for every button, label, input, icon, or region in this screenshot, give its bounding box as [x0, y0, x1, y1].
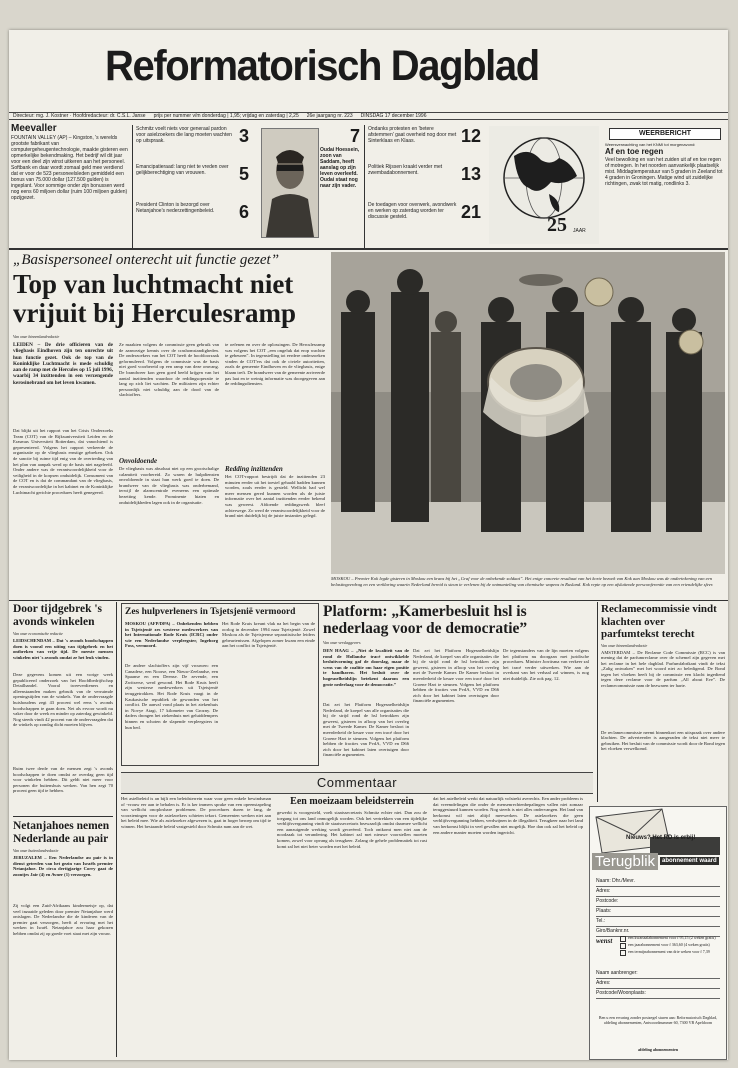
teaser[interactable]	[136, 126, 258, 164]
teaser[interactable]	[368, 126, 486, 164]
tsjetsjenie-columns	[125, 621, 315, 757]
lead-subhead: Onvoldoende	[119, 457, 158, 465]
main-photo	[331, 252, 725, 574]
teaser-page-number: 3	[239, 126, 250, 146]
weather-head: Af en toe regen	[605, 147, 664, 156]
netanjahoes-headline: Netanjahoes nemen Nederlande au pair	[13, 820, 110, 845]
wreath-ceremony-image	[331, 252, 725, 574]
divider	[597, 602, 598, 802]
lead-intro: LEIDEN – De drie officieren van de vliegbasis Eindhoven zijn ten onrechte uit hun functie gezet. Ook de top van de Koninklijke Luchtmacht is mede schuldig aan de ramp met de Hercules op 15 juli 1996, waarbij 34 inzittenden in een verzengende kerosinebrand om het leven kwamen.	[13, 342, 113, 386]
reclame-body: AMSTERDAM – De Reclame Code Commissie (RCC) is van mening dat de parfumreclame over de schemel zijn gegeven met het reclame in het hele dagblad. Parfumfabrikant vindt de tekst „Zalig ontwaken” met het woord niet zo beledigend. De Bond tegen het vloeken heeft bij de commissie een klacht ingediend tegen deze reclame voor de parfum „All about Eve”. De reclamecommissie nam de bezwaren ter harte.	[601, 649, 725, 689]
lead-subhead: Redding inzittenden	[225, 465, 283, 473]
checkbox[interactable]	[620, 943, 626, 949]
weather-intro: Weersverwachting van het KNMI tot morgenavond:	[605, 142, 696, 147]
reclame-body2: De reclamecommissie neemt binnenkort een uitspraak over andere klachten. De adverteerder is aangeraden de tekst niet meer te gebruiken. Het besluit van de commissie wordt door de Bond tegen het vloeken verwelkomd.	[601, 729, 725, 752]
header-date: DINSDAG 17 december 1996	[360, 113, 427, 119]
reclame-byline: Van onze binnenlandredactie	[601, 642, 648, 648]
subscription-ad	[589, 806, 727, 1060]
portrait-photo	[261, 128, 319, 238]
commentaar-col3: dat het asielbeleid werkt dat natuurlijk volstrekt averechts. Een ander probleem is dat vreemdelingen die onder de mensenrechtenbepalingen vallen niet zomaar teruggestuurd kunnen worden. Nog steeds is niet alles ondervangen. Het land van herkomst wil niet altijd meewerken. De asielzoekers die geen verblijfsvergunning hebben, verdwijnen in de illegaliteit. Terugkeer naar het land van herkomst blijkt in veel gevallen niet mogelijk. Hoe dan ook zal het beleid op een andere manier moeten worden ingericht.	[433, 796, 583, 835]
teaser[interactable]	[136, 202, 258, 240]
teaser-page-number: 21	[461, 202, 482, 222]
netanjahoes-article	[13, 820, 113, 1052]
tsjetsjenie-body2: Het Rode Kruis kreunt vlak na het begin van de oorlog in december 1994 naar Tsjetsjenië. Zowel Moskou als de Tsjetsjeense separatistische leiders gebeurtenissen. Afgelopen zomer kwam een einde aan het conflict in Tsjetsjenië.	[222, 621, 315, 649]
commentaar-banner	[121, 772, 593, 794]
lead-headline: Top van luchtmacht niet vrijuit bij Herculesramp	[13, 269, 296, 328]
form-field-name[interactable]: Naam: Dhr./Mevr.	[596, 877, 720, 887]
tsjetsjenie-col1	[125, 621, 218, 757]
teaser-text: Schmitz voelt niets voor generaal pardon voor asielzoekers die lang moeten wachten op uitspraak.	[136, 126, 232, 144]
form-field-referrer[interactable]: Naam aanbrenger:	[596, 969, 720, 979]
portrait-image	[262, 129, 318, 237]
commentaar-col1: Het asielbeleid is an bijlt een beleidsterrein waar voor geen enkele bewindsman of -vrouw eer aan te behalen is. Er is ker immers sprake van een opeenstapeling van wellicht onoplosbare problemen. De procedures duren te lang, de voorzieningen voor de asielzoekers schieten tekort. Gemeenten werken niet aan het beleid mee. Wie als asielzoeker afgewezen is, gaat in hoger beroep om tijd te winnen. Het bestaande beleid vastgesteld door Schmitz nam aan de wet.	[121, 796, 271, 829]
weather-box	[605, 126, 725, 244]
teaser[interactable]	[136, 164, 258, 202]
commentaar-col2	[277, 796, 427, 1052]
netanjahoes-body: Zij volgt een Zuid-Afrikaans kindermeisje op, dat veel inzaaide geleden door premier Netanjahoe werd ontslagen. De Nederlandse die de kinderen van de premier gaat verzorgen, heeft al ervaring met het werken in Israël. Netanjahoe zou haar gekozen hebben omdat zij op goede voet staat met zijn vrouw.	[13, 903, 113, 936]
tijdgebrek-body2: Ruim twee derde van de mensen zegt 's avonds boodschappen te doen omdat ze overdag geen tijd voor winkelen hebben. Dit geldt niet meer voor personen die buitenshuis werken. Van hen zegt 70 procent geen tijd te hebben.	[13, 766, 113, 794]
ad-option-text: een termijnabonnement van drie weken voor f 7,39	[628, 949, 710, 954]
teaser-page-number: 6	[239, 202, 250, 222]
teaser[interactable]	[368, 164, 486, 202]
tijdgebrek-article	[13, 603, 113, 815]
portrait-tease[interactable]	[320, 126, 360, 236]
lead-kicker: „Basispersoneel onterecht uit functie gezet”	[13, 252, 280, 268]
tijdgebrek-headline: Door tijdgebrek 's avonds winkelen	[13, 603, 103, 628]
lead-body-col2b: De vliegbasis was absoluut niet op een grootschalige calamiteit voorbereid. Zo waren de hulpdiensten onvoldoende in staat hun werk goed te doen. De brandweer van de vliegbasis was onderbemand, terwijl de alarmcentrale eveneens een optimale bezetting kende. Prominente hiaten en onduidelijkheden lagen ook in de organisatie.	[119, 466, 219, 505]
divider	[13, 816, 113, 817]
platform-columns	[323, 648, 593, 764]
form-field-address[interactable]: Adres:	[596, 887, 720, 897]
form-field-phone[interactable]: Tel.:	[596, 917, 720, 927]
platform-body: Dat zei het Platform Hogesnelheidslijn Nederland, de koepel van alle organisaties die bij de strijd rond de hsl betrokken zijn geweest, gisteren in afloop van het overleg met de Tweede Kamer. De Kamer besloot in meerderheid de keuze voor een tracé door het Groene Hart te steunen. Volgens het platform hebben de fracties van PvdA, VVD en D66 zich door het kabinet laten overtuigen door financiële argumenten.	[413, 648, 499, 704]
checkbox[interactable]	[620, 950, 626, 956]
header-volume: 26e jaargang nr. 223	[306, 113, 353, 119]
tsjetsjenie-intro: MOSKOU (AFP/DPA) – Onbekenden hebben in Tsjetsjenië zes westerse medewerkers van het Internationale Rode Kruis (ICRC) onder wie een Nederlandse verpleegster, Ingeborg Foss, vermoord.	[125, 621, 218, 649]
lead-body-col3: te oefenen en over de oplossingen. De Herculesramp was volgens het COT „een ongeluk dat erop wachtte te gebeuren”. In tegenstelling tot eerdere onderzoeken vinden de COT'ers dat ook de civiele autoriteiten, zoals de gemeente Eindhoven en de vliegbasis, enige blaam treft. De brandweer van de gemeente arriveerde pas laat en te weinig informatie was doorgegeven aan de reddingsdiensten.	[225, 342, 325, 387]
ad-sub: abonnement waard	[662, 858, 717, 864]
teaser[interactable]	[368, 202, 486, 240]
meevaller-body: FOUNTAIN VALLEY (AP) – Kingston, 's werelds grootste fabrikant van computergeheugentechnologie, maakte gisteren een opmerkelijke bekendmaking. Het bedrijf wil dit jaar voor een deel zijn winst uitkeren aan het personeel. Softbank en daar wordt zomaal geld mee verdiend dat er voor de 523 personeelsleden gemiddeld een bonus van 75.000 dollar (127.500 gulden) is ingeplant. Voor sommige onder zijn bonussen werd nog eens 60 miljoen dollar (ruim 100 miljoen gulden) opzijgezet.	[11, 135, 128, 201]
platform-body-a: Dat zei het Platform Hogesnelheidslijn Nederland, de koepel van alle organisaties die bij de strijd rond de hsl betrokken zijn geweest, gisteren in afloop van het overleg met de Tweede Kamer. De Kamer besloot in meerderheid de keuze voor een tracé door het Groene Hart te steunen. Volgens het platform hebben de fracties van PvdA, VVD en D66 zich door het kabinet laten overtuigen door financiële argumenten.	[323, 702, 409, 758]
form-field-giro[interactable]: Giro/Banknr.nr.	[596, 927, 720, 937]
ad-footer-dept: afdeling abonnementen	[638, 1047, 678, 1052]
ad-form	[596, 877, 720, 937]
ad-headline: Terugblik	[592, 853, 658, 870]
tsjetsjenie-body: De andere slachtoffers zijn vijf vrouwen: een Canadese, een Noorse, een Nieuw-Zeelandse, een Spaanse en een Deense. De zevende, een Zwitserse, werd gewond. Het Rode Kruis heeft zijn westerse medewerkers uit Tsjetsjenië teruggetrokken. Het Rode Kruis vaagt in de Kaukasische republiek de gewonden van het conflict. De aanval vond plaats in het ziekenhuis in Novye Atagi, 17 kilometer van Grozny. De daders drongen het ziekenhuis met geluiddempers binnen en schoten de slapende verpleegsters in hun bed.	[125, 663, 218, 730]
ad-option[interactable]	[620, 942, 722, 949]
teasers-left	[136, 126, 258, 246]
platform-byline: Van onze verslaggevers	[323, 640, 361, 645]
teaser-page-number: 5	[239, 164, 250, 184]
reclame-headline: Reclamecommissie vindt klachten over parfumtekst terecht	[601, 603, 717, 640]
ad-option[interactable]	[620, 949, 722, 956]
divider	[116, 602, 117, 1057]
ad-option[interactable]	[620, 935, 722, 942]
lead-col3	[225, 342, 325, 596]
tijdgebrek-intro: LEIDSCHENDAM – Dat 's avonds boodschappen doen is vooral een uiting van tijdgebrek en het ontbreken van vrije tijd. De meeste mensen winkelen niet 's avonds omdat ze het leuk vinden.	[13, 638, 113, 660]
teaser-text: De toedagen voor overwerk, avondwerk en werken op zaterdag worden ter discussie gesteld.	[368, 202, 457, 220]
meevaller-head: Meevaller	[11, 123, 57, 134]
ad-footer: Ben u een ervaring zonder postzegel sturen aan: Reformatorisch Dagblad, afdeling abonnementen, Antwoordnummer 60, 7300 VB Apeldoorn	[598, 1015, 718, 1025]
tijdgebrek-byline: Van onze economische redactie	[13, 631, 63, 636]
teasers-right	[368, 126, 486, 246]
teaser-page-number: 12	[461, 126, 482, 146]
main-photo-caption: MOSKOU – Premier Kok legde gisteren in Moskou een krans bij het „Graf voor de onbekende soldaat”. Het enige concrete resultaat van het korte bezoek van Kok aan Moskou was de ondertekening van een belastingverdrag en een verklaring waarin Nederland bereid is steun te verlenen bij de ontmanteling van chemische wapens in Rusland. Kok repte op een afsluitende persconferentie van een vriendelijke sfeer.	[331, 576, 714, 587]
netanjahoes-byline: Van onze buitenlandredactie	[13, 848, 59, 853]
lead-body-col3b: Het COT-rapport bestrijdt dat de inzittenden 23 minuten eerder uit het toestel gehaald hadden kunnen worden, zoals eerder is gesteld. Wellicht had wel meer mensen gered kunnen worden als de juiste informatie over het aantal inzittenden eerder bekend was geweest. Afdoende reddingswerk bleef achterwege. Zo werd de verantwoordelijkheid voor de brand niet duidelijk bij de juiste instanties gelegd.	[225, 474, 325, 519]
form-field-postcode[interactable]: Postcode:	[596, 897, 720, 907]
ad-header: Nieuws? Het RD is erbij!	[626, 835, 696, 841]
form-field-city[interactable]: Plaats:	[596, 907, 720, 917]
header-director: Directeur: mg. J. Kostner · Hoofdredacteur: dr. C.S.L. Janse	[13, 113, 146, 119]
ad-option-text: een kwartaalabonnement voor f 95,15 (2 weken gratis)	[628, 935, 716, 940]
teaser-page-number: 7	[349, 126, 360, 146]
meevaller-block	[11, 123, 129, 243]
ad-form2	[596, 969, 720, 999]
portrait-tease-text: Oudai Hoessein, zoon van Saddam, heeft aanslag op zijn leven overleefd. Oudai staat nog naar zijn vader.	[320, 147, 360, 189]
masthead-title: Reformatorisch Dagblad	[105, 42, 539, 90]
ad-option-text: een jaarabonnement voor f 363,60 (4 weken gratis)	[628, 942, 710, 947]
ad-wenst-label: wenst	[596, 937, 613, 945]
ad-options	[620, 935, 722, 956]
anniversary-emblem	[489, 126, 599, 244]
weather-label: WEERBERICHT	[609, 128, 721, 140]
anniversary-label: JAAR	[573, 228, 586, 234]
teaser-text: Politiek Rijssen kraakt verder met zwembadabonnement.	[368, 164, 443, 176]
tsjetsjenie-article	[121, 603, 319, 766]
section-rule	[9, 248, 728, 250]
lead-col2	[119, 342, 219, 596]
platform-body2: De tegenstanders van de lijn moeten volgens het platform nu doorgaan met juridische procedures. Minister Jorritsma van verkeer zal het tracé verder uitwerken. Wie aan de overkant van het verhaal zal winnen, is nog niet duidelijk. Zie ook pag. 12.	[503, 648, 589, 681]
divider	[132, 125, 133, 250]
commentaar-title: Een moeizaam beleidsterrein	[290, 796, 414, 807]
form-field-referrer-city[interactable]: Postcode/Woonplaats:	[596, 989, 720, 999]
lead-body-col1: Dat blijkt uit het rapport van het Crisis Onderzoeks Team (COT) van de Rijksuniversiteit Leiden en de Erasmus Universiteit Rotterdam, dat vanochtend is gepresenteerd. Volgens het rapport verkeerde de organisatie op de vliegbasis ernstige gebreken. Ook de sanctie bij ruime tijd enig van de overtreding van het plan van aanpak werd op de basis niet nageleefd. Onder andere was de verantwoordelijkheid voor de veiligheid in de korpsen onduidelijk. Consument van de COT en is dat de commandant van de vliegbasis, de verantwoordelijke in het kabinet en de Koninklijke Luchtmacht gerichte procedures heeft genegeerd.	[13, 428, 113, 495]
newspaper-page	[9, 30, 728, 1060]
teaser-text: President Clinton is bezorgd over Netanjahoe's nederzettingenbeleid.	[136, 202, 215, 214]
globe-icon	[489, 126, 599, 244]
checkbox[interactable]	[620, 936, 626, 942]
tsjetsjenie-headline: Zes hulpverleners in Tsjetsjenië vermoord	[125, 607, 296, 617]
netanjahoes-intro: JERUZALEM – Een Nederlandse au pair is in dienst getreden van het gezin van Israëls premier Netanjahoe. De circa dertigjarige Corry gaat de zoontjes Jair (4) en Avner (1) verzorgen.	[13, 855, 113, 877]
divider	[364, 125, 365, 250]
tijdgebrek-body: Deze gegevens komen uit een vorige week gepubliceerd onderzoek van het Hoofdbedrijfschap Detailhandel. Vooral tweeverdieners en alleenstaanden maken gebruik van de verruimde openingstijden van de winkels. Van de ondervraagde huishoudens zegt 43 procent wel eens 's avonds boodschappen te gaan doen. Net als ervoor wordt nu vaker door de week en minder op zaterdag gewinkeld. Nog steeds vindt 42 procent van de ondervraagden dat de winkels op zondag dicht moeten blijven.	[13, 672, 113, 728]
anniversary-number: 25	[547, 214, 567, 236]
teaser-page-number: 13	[461, 164, 482, 184]
commentaar-label: Commentaar	[316, 775, 398, 790]
weather-body: Veel bewolking en van het zuiden uit af en toe regen of motregen. In het noorden aanvankelijk plaatselijk mist. Middagtemperatuur van 5 graden in Zeeland tot 4 graden in Groningen. Matige wind uit zuidelijke richtingen, zwak tot matig, rondlinks 3.	[605, 157, 723, 187]
reclame-article	[601, 603, 725, 803]
platform-intro: DEN HAAG – „Niet de kwaliteit van de rond de Hollandse tracé ontwikkelde besluitvorming gaf de doorslag, maar de wens van de coalitie om haar eigen positie te handhaven. Het besluit over de hogesnelheidslijn betekent daarom een grote nederlaag voor de democratie.”	[323, 648, 409, 687]
lead-body-col2: Ze maakten volgens de commissie geen gebruik van de aanwezige kennis over de crashomstandigheden. De onderzoekers van het COT heeft de hoofdoorzaak geformuleerd. Volgens de commissie was de basis niet goed voorbereid op een ramp van deze omvang. De brandweer kon geen goed beeld krijgen van het aantal inzittenden waardoor de reddingsoperatie te lang op zich liet wachten. De militairen zijn echter persoonlijk niet schuldig aan de dood van de slachtoffers.	[119, 342, 219, 398]
section-rule	[9, 600, 728, 601]
form-field-referrer-address[interactable]: Adres:	[596, 979, 720, 989]
header-price: prijs per nummer v/m donderdag | 1,95; vrijdag en zaterdag | 2,25	[153, 113, 299, 119]
teaser-text: Emancipatieraad: lang niet te vreden over gelijkberechtiging van vrouwen.	[136, 164, 229, 176]
header-bar	[9, 112, 728, 120]
teaser-text: Ondanks protesten en 'betere afstemmen' gaat overheid nog door met Sinterklaas en Klaas.	[368, 126, 457, 144]
lead-byline: Van onze binnenlandredactie	[13, 334, 60, 339]
platform-headline: Platform: „Kamerbesluit hsl is nederlaag voor de democratie”	[323, 603, 528, 637]
platform-article	[323, 603, 593, 768]
commentaar-body2: gewerkt is voorgesteld, voelt staatssecretaris Schmitz echter niet. Dan zou de toegang tot ons land onmogelijk worden. Ook het vertrekken van een tijdelijke verblijfsvergunning vindt de staatssecretaris bezwaarlijk omdat daarmee wellicht een aanzuigende werking wordt gecreëerd. Toch ontkomt men niet aan de noodzaak tot verandering. Het kabinet zal met nieuwe voorstellen moeten komen, zowel voor opvang als terugkeer. Zolang de gehele problematiek tot rust komt zal het niet beter worden met het beleid.	[277, 810, 427, 849]
platform-col1	[323, 648, 409, 764]
